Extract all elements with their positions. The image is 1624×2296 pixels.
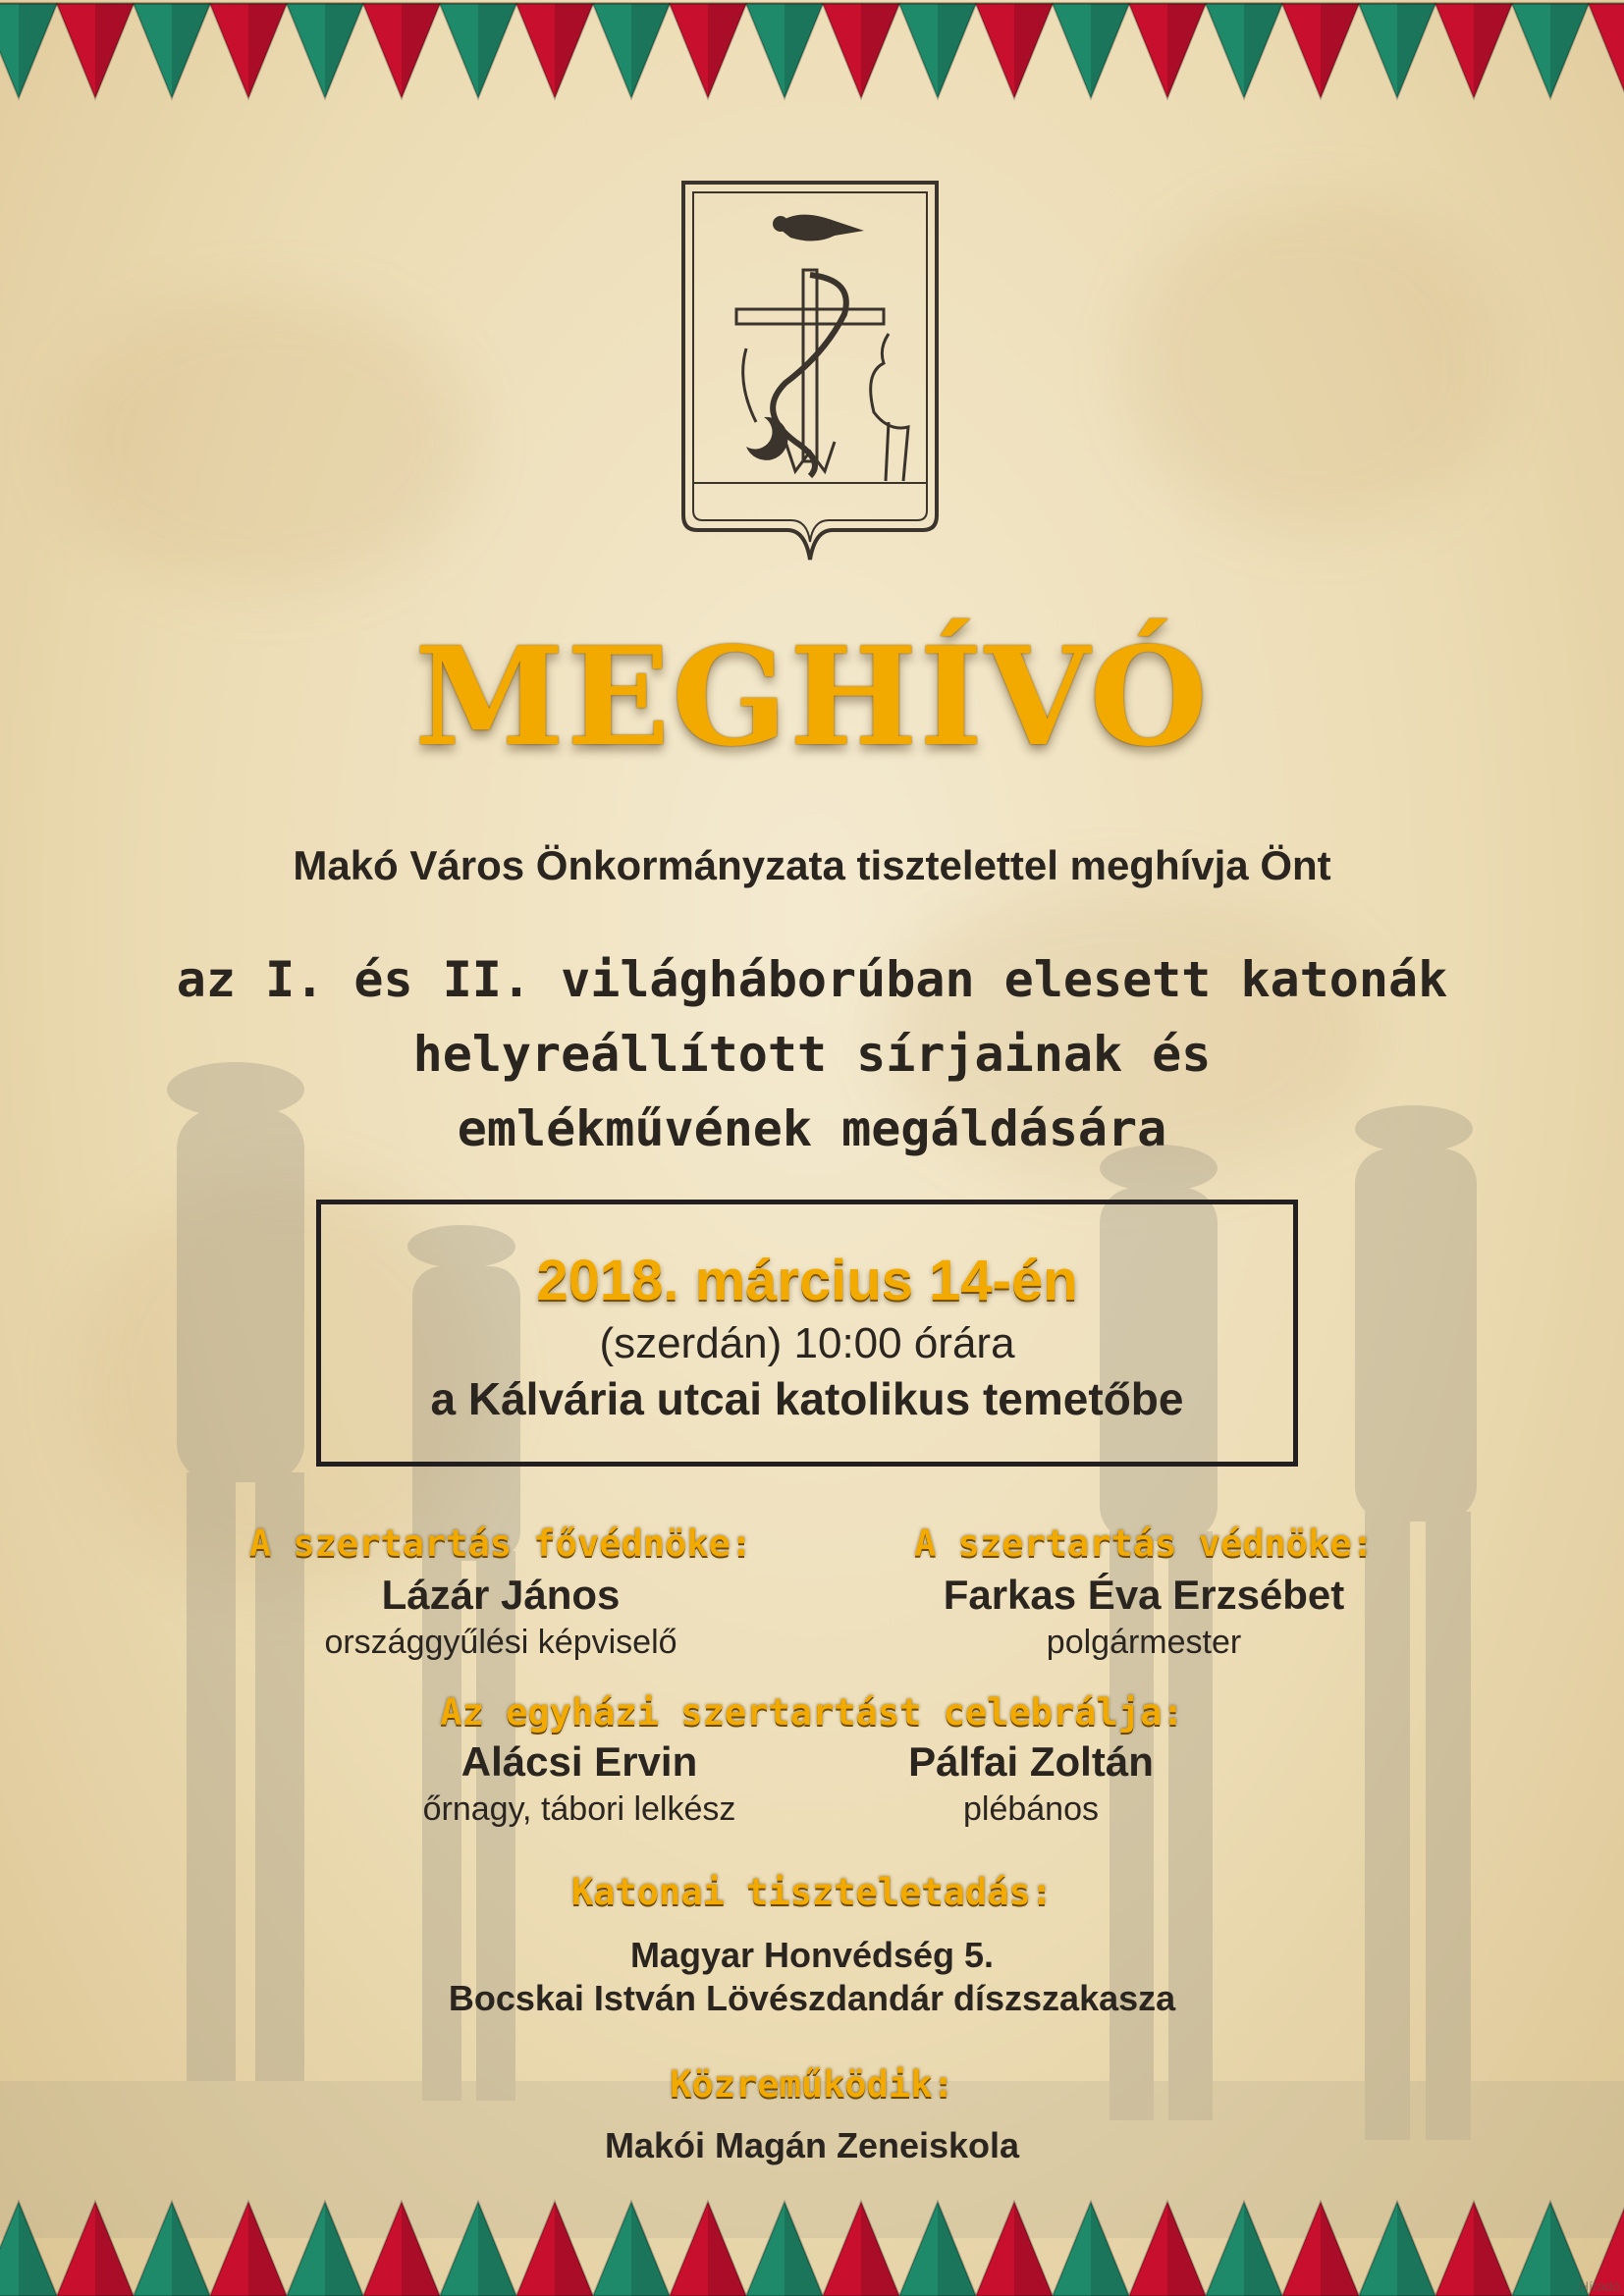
celebrant-role: plébános (962, 1790, 1099, 1828)
main-patron-heading: A szertartás fővédnöke: (248, 1522, 753, 1565)
purpose-line: helyreállított sírjainak és (412, 1026, 1212, 1083)
celebrant (295, 1735, 864, 1830)
watermark: Híradó (1578, 2278, 1620, 2294)
city-coat-of-arms-icon (677, 177, 943, 564)
bottom-bunting-flags (0, 2178, 1624, 2296)
military-unit-line: Bocskai István Lövészdandár díszszakasza (448, 1978, 1176, 2018)
inviter-line: Makó Város Önkormányzata tisztelettel meghívja Önt (293, 842, 1331, 888)
celebrant-name: Pálfai Zoltán (908, 1738, 1154, 1785)
music-heading: Közreműködik: (670, 2063, 954, 2106)
military-unit (0, 1934, 1624, 2020)
event-date: 2018. március 14-én (536, 1249, 1078, 1312)
patron-role: polgármester (1046, 1624, 1242, 1661)
celebrant-role: őrnagy, tábori lelkész (422, 1790, 736, 1828)
purpose-line: emlékművének megáldására (457, 1100, 1167, 1157)
military-honors (0, 1865, 1624, 2020)
page-title: MEGHÍVÓ (414, 616, 1210, 776)
top-bunting-flags (0, 0, 1624, 118)
purpose-line: az I. és II. világháborúban elesett katonák (176, 951, 1448, 1008)
paper-stain (1129, 196, 1502, 530)
music-contribution (0, 2057, 1624, 2167)
patron-name: Farkas Éva Erzsébet (943, 1572, 1345, 1618)
bunting-flag (1589, 4, 1624, 98)
paper-stain (59, 294, 471, 589)
event-details-box (316, 1200, 1298, 1467)
military-heading: Katonai tiszteletadás: (570, 1871, 1054, 1913)
celebrants-heading: Az egyházi szertartást celebrálja: (440, 1691, 1184, 1734)
celebrant (785, 1735, 1276, 1830)
patron-heading: A szertartás védnöke: (914, 1522, 1374, 1565)
event-time: (szerdán) 10:00 órára (599, 1319, 1015, 1367)
main-patron (177, 1520, 825, 1663)
military-unit-line: Magyar Honvédség 5. (629, 1935, 995, 1975)
celebrant-name: Alácsi Ervin (460, 1738, 698, 1785)
patron (815, 1520, 1473, 1663)
music-school: Makói Magán Zeneiskola (604, 2125, 1020, 2165)
main-patron-role: országgyűlési képviselő (324, 1624, 677, 1661)
event-purpose (0, 942, 1624, 1166)
event-place: a Kálvária utcai katolikus temetőbe (430, 1373, 1184, 1424)
main-patron-name: Lázár János (381, 1572, 621, 1618)
bunting-flag-shade (95, 4, 134, 98)
